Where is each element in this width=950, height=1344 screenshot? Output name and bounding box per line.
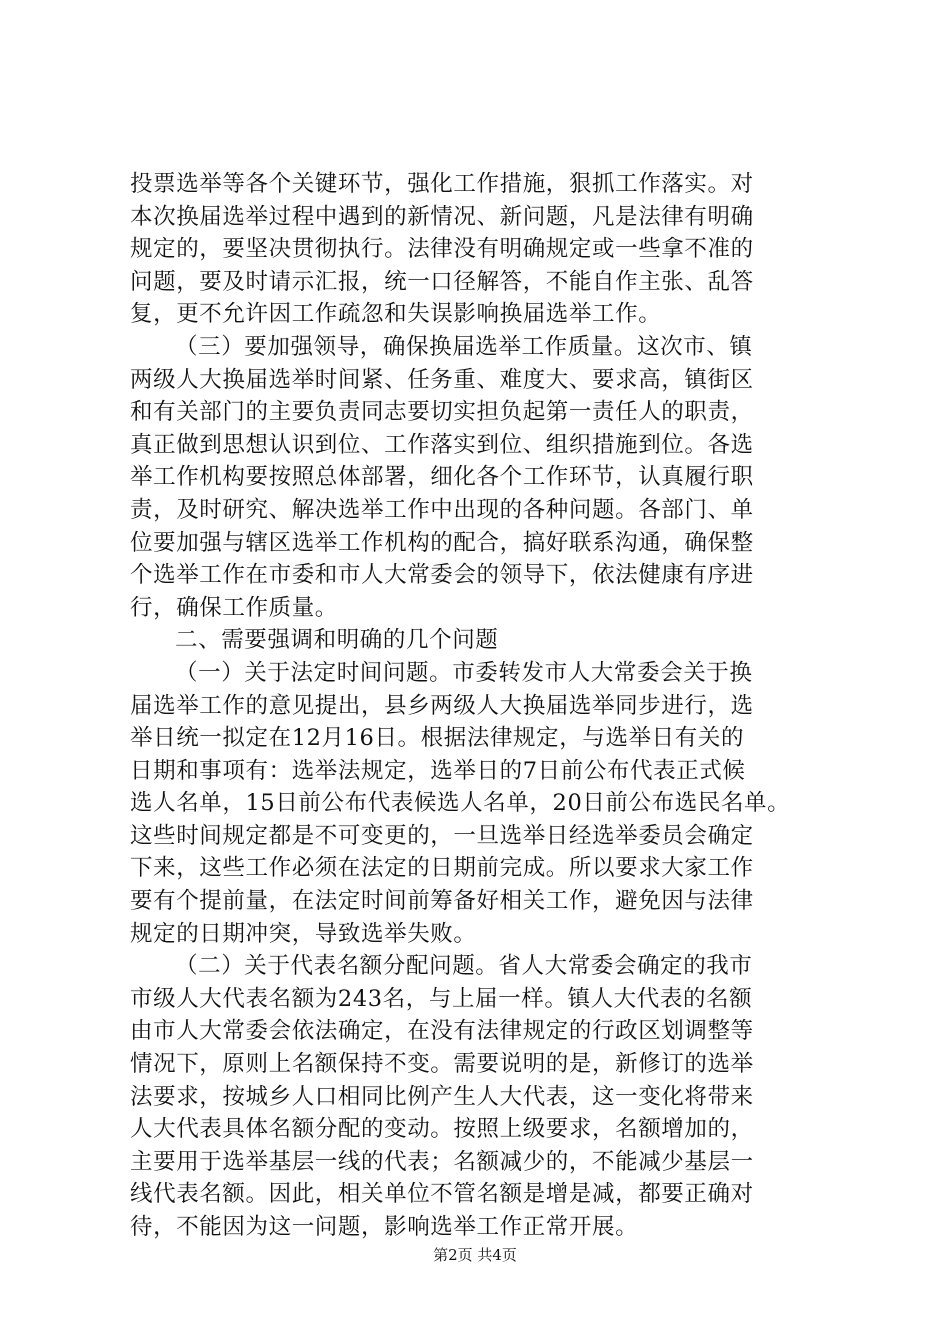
paragraph-start-line: （三）要加强领导，确保换届选举工作质量。这次市、镇	[175, 333, 753, 360]
body-line: 投票选举等各个关键环节，强化工作措施，狠抓工作落实。对	[130, 171, 754, 197]
body-line: 行，确保工作质量。	[130, 594, 338, 621]
body-line: 复，更不允许因工作疏忽和失误影响换届选举工作。	[130, 301, 662, 328]
body-line: 待，不能因为这一问题，影响选举工作正常开展。	[130, 1214, 639, 1240]
body-line: 和有关部门的主要负责同志要切实担负起第一责任人的职责，	[130, 399, 754, 426]
body-line: 由市人大常委会依法确定，在没有法律规定的行政区划调整等	[130, 1018, 754, 1045]
body-line: 个选举工作在市委和市人大常委会的领导下，依法健康有序进	[130, 562, 754, 589]
body-line: 要有个提前量，在法定时间前筹备好相关工作，避免因与法律	[130, 888, 754, 915]
body-line: 这些时间规定都是不可变更的，一旦选举日经选举委员会确定	[130, 822, 754, 849]
section-heading: 二、需要强调和明确的几个问题	[175, 627, 499, 654]
body-line: 情况下，原则上名额保持不变。需要说明的是，新修订的选举	[130, 1051, 754, 1078]
page-number-footer: 第2页 共4页	[433, 1246, 517, 1264]
body-line: 线代表名额。因此，相关单位不管名额是增是减，都要正确对	[130, 1181, 754, 1208]
body-line: 法要求，按城乡人口相同比例产生人大代表，这一变化将带来	[130, 1083, 754, 1110]
body-line: 举日统一拟定在12月16日。根据法律规定，与选举日有关的	[130, 725, 745, 752]
body-line: 两级人大换届选举时间紧、任务重、难度大、要求高，镇街区	[130, 366, 754, 393]
body-line: 选人名单，15日前公布代表候选人名单，20日前公布选民名单。	[130, 790, 791, 817]
body-line: 本次换届选举过程中遇到的新情况、新问题，凡是法律有明确	[130, 203, 754, 230]
paragraph-start-line: （一）关于法定时间问题。市委转发市人大常委会关于换	[175, 659, 753, 686]
body-line: 日期和事项有：选举法规定，选举日的7日前公布代表正式候	[130, 757, 746, 784]
body-line: 问题，要及时请示汇报，统一口径解答，不能自作主张、乱答	[130, 268, 754, 295]
body-line: 市级人大代表名额为243名，与上届一样。镇人大代表的名额	[130, 985, 753, 1012]
body-line: 届选举工作的意见提出，县乡两级人大换届选举同步进行，选	[130, 692, 754, 719]
document-body	[130, 168, 830, 1244]
paragraph-start-line: （二）关于代表名额分配问题。省人大常委会确定的我市	[175, 953, 753, 980]
body-line: 人大代表具体名额分配的变动。按照上级要求，名额增加的，	[130, 1116, 754, 1143]
body-line: 位要加强与辖区选举工作机构的配合，搞好联系沟通，确保整	[130, 529, 754, 556]
body-line: 下来，这些工作必须在法定的日期前完成。所以要求大家工作	[130, 855, 754, 882]
body-line: 责，及时研究、解决选举工作中出现的各种问题。各部门、单	[130, 496, 754, 523]
body-line: 规定的日期冲突，导致选举失败。	[130, 920, 477, 947]
body-line: 举工作机构要按照总体部署，细化各个工作环节，认真履行职	[130, 464, 754, 491]
body-line: 真正做到思想认识到位、工作落实到位、组织措施到位。各选	[130, 431, 754, 458]
body-line: 规定的，要坚决贯彻执行。法律没有明确规定或一些拿不准的	[130, 236, 754, 263]
body-line: 主要用于选举基层一线的代表；名额减少的，不能减少基层一	[130, 1148, 754, 1175]
